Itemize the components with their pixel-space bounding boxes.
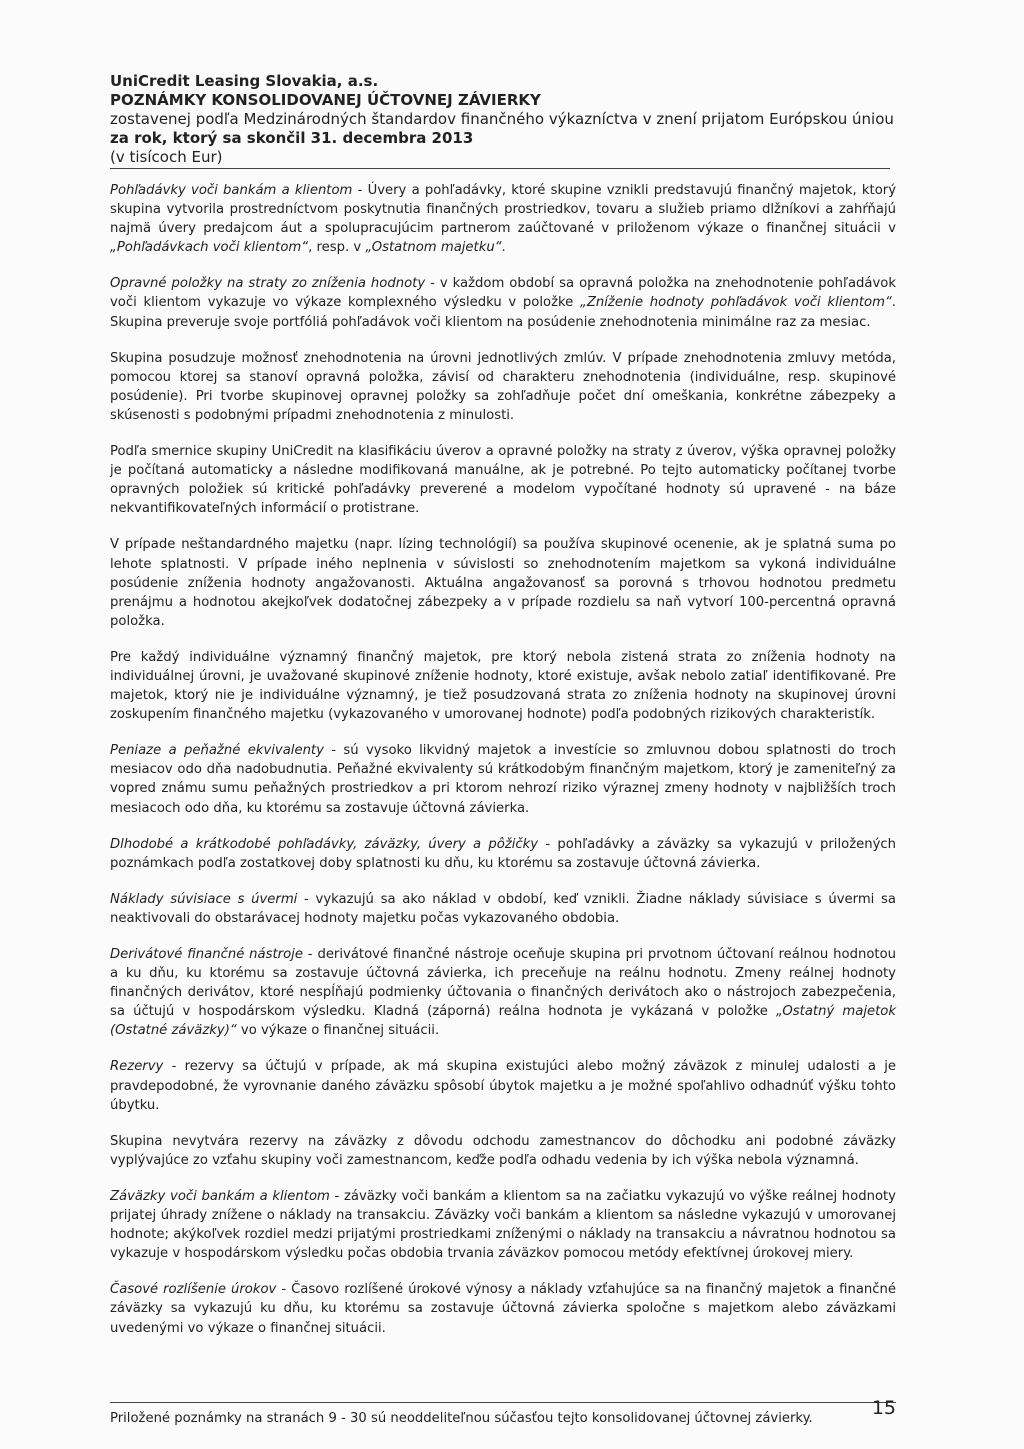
paragraph-lead: Náklady súvisiace s úvermi (110, 891, 298, 907)
paragraph-lead: Pohľadávky voči bankám a klientom (110, 183, 353, 198)
currency-unit: (v tisícoch Eur) (110, 148, 223, 166)
paragraph-lead: Dlhodobé a krátkodobé pohľadávky, záväzky, úvery a pôžičky (110, 836, 539, 852)
paragraph-borrowing-costs (110, 890, 896, 928)
paragraph-text: V prípade neštandardného majetku (napr. lízing technológií) sa používa skupinové ocenenie, ak je splatná suma po lehote splatnosti. V prípade iného neplnenia v súvislosti so znehodnotením majetkom sa vykoná individuálne posúdenie zníženia hodnoty angažovanosti. Aktuálna angažovanosť sa porovná s trhovou hodnotou predmetu prenájmu a hodnotou akejkoľvek dodatočnej zábezpeky a v prípade rozdielu sa naň vytvorí 100-percentná opravná položka. (110, 537, 896, 629)
paragraph-text: Skupina posudzuje možnosť znehodnotenia na úrovni jednotlivých zmlúv. V prípade znehodnotenia zmluvy metóda, pomocou ktorej sa stanoví opravná položka, závisí od charakteru znehodnotenia (individuálne, resp. skupinové posúdenie). Pri tvorbe skupinovej opravnej položky sa zohľadňuje počet dní omeškania, konkrétne zábezpeky a skúsenosti s podobnými prípadmi znehodnotenia z minulosti. (110, 350, 896, 423)
paragraph-lead: Derivátové finančné nástroje (110, 947, 303, 962)
paragraph-retirement-provisions (110, 1132, 896, 1170)
page-footer (110, 1397, 896, 1426)
paragraph-interest-accruals (110, 1280, 896, 1337)
paragraph-receivables (110, 181, 896, 257)
paragraph-collective-impairment (110, 648, 896, 724)
paragraph-quote: „Zníženie hodnoty pohľadávok voči klientom“ (580, 295, 892, 311)
company-name: UniCredit Leasing Slovakia, a.s. (110, 72, 379, 90)
paragraph-text: , resp. v (308, 240, 366, 256)
paragraph-derivatives (110, 945, 896, 1040)
paragraph-long-short-term (110, 835, 896, 873)
header-divider (110, 168, 890, 169)
prepared-basis: zostavenej podľa Medzinárodných štandardov finančného výkazníctva v znení prijatom Európskou úniou (110, 110, 894, 128)
paragraph-text: . Skupina preveruje svoje portfóliá pohľadávok voči klientom na posúdenie znehodnotenia minimálne raz za mesiac. (110, 295, 896, 330)
paragraph-lead: Opravné položky na straty zo zníženia hodnoty (110, 276, 426, 292)
paragraph-impairment-assessment (110, 349, 896, 425)
paragraph-text: - Úvery a pohľadávky, ktoré skupine vznikli predstavujú finančný majetok, ktorý skupina vytvorila prostredníctvom poskytnutia finančných prostriedkov, tovaru a služieb priamo dlžníkovi a zahŕňajú najmä úvery predajcom áut a spolupracujúcim partnerom zaúčtované v priloženom výkaze o finančnej situácii v (110, 183, 896, 237)
page-number: 15 (871, 1397, 896, 1419)
paragraph-text: - záväzky voči bankám a klientom sa na začiatku vykazujú vo výške reálnej hodnoty prijatej úhrady znížene o náklady na transakciu. Záväzky voči bankám a klientom sa následne vykazujú v umorovanej hodnote; akýkoľvek rozdiel medzi prijatými prostriedkami zníženými o náklady na transakciu a návratnou hodnotou sa vykazuje v hospodárskom výsledku počas obdobia trvania záväzkov pomocou metódy efektívnej úrokovej miery. (110, 1188, 896, 1262)
paragraph-text: - derivátové finančné nástroje oceňuje skupina pri prvotnom účtovaní reálnou hodnotou a ku dňu, ku ktorému sa zostavuje účtovná závierka, ich preceňuje na reálnu hodnotu. Zmeny reálnej hodnoty finančných derivátov, ktoré nespĺňajú podmienky účtovania o finančných derivátoch ako o nástrojoch zabezpečenia, sa účtujú v hospodárskom výsledku. Kladná (záporná) reálna hodnota je vykázaná v položke (110, 947, 896, 1020)
document-title: POZNÁMKY KONSOLIDOVANEJ ÚČTOVNEJ ZÁVIERKY (110, 91, 541, 109)
paragraph-text: - pohľadávky a záväzky sa vykazujú v priložených poznámkach podľa zostatkovej doby splatnosti ku dňu, ku ktorému sa zostavuje účtovná závierka. (110, 836, 896, 871)
paragraph-text: - sú vysoko likvidný majetok a investície so zmluvnou dobou splatnosti do troch mesiacov odo dňa nadobudnutia. Peňažné ekvivalenty sú krátkodobým finančným majetkom, ktorý je zameniteľný za vopred známu sumu peňažných prostriedkov a pri ktorom nehrozí riziko výraznej zmeny hodnoty v najbližších troch mesiacoch odo dňa, ku ktorému sa zostavuje účtovná závierka. (110, 743, 896, 816)
paragraph-quote: „Ostatnom majetku“ (365, 240, 502, 256)
paragraph-lead: Rezervy (110, 1059, 164, 1075)
paragraph-text: - vykazujú sa ako náklad v období, keď vznikli. Žiadne náklady súvisiace s úvermi sa neaktivovali do obstarávacej hodnoty majetku počas vykazovaného obdobia. (110, 891, 896, 926)
paragraph-text: - Časovo rozlíšené úrokové výnosy a náklady vzťahujúce sa na finančný majetok a finančné záväzky sa vykazujú ku dňu, ku ktorému sa zostavuje účtovná závierka spoločne s majetkom alebo záväzkami uvedenými vo výkaze o finančnej situácii. (110, 1282, 896, 1336)
paragraph-text: . (501, 240, 506, 256)
paragraph-text: - v každom období sa opravná položka na znehodnotenie pohľadávok voči klientom vykazuje vo výkaze komplexného výsledku v položke (110, 276, 896, 311)
paragraph-provisions (110, 1057, 896, 1114)
paragraph-lead: Časové rozlíšenie úrokov (110, 1282, 277, 1298)
paragraph-quote: „Ostatný majetok (Ostatné záväzky)“ (110, 1004, 896, 1039)
reporting-period: za rok, ktorý sa skončil 31. decembra 2013 (110, 129, 474, 147)
notes-body (110, 181, 896, 1355)
paragraph-text: Skupina nevytvára rezervy na záväzky z dôvodu odchodu zamestnancov do dôchodku ani podobné záväzky vyplývajúce zo vzťahu skupiny voči zamestnancom, keďže podľa odhadu vedenia by ich výška nebola významná. (110, 1133, 896, 1168)
page-header (110, 72, 894, 167)
paragraph-text: vo výkaze o finančnej situácii. (236, 1023, 440, 1039)
paragraph-text: Podľa smernice skupiny UniCredit na klasifikáciu úverov a opravné položky na straty z úverov, výška opravnej položky je počítaná automaticky a následne modifikovaná manuálne, ak je potrebné. Po tejto automaticky počítanej tvorbe opravných položiek sú kritické pohľadávky preverené a modelom vypočítané hodnoty sú upravené - na báze nekvantifikovateľných informácií o protistrane. (110, 444, 896, 517)
paragraph-nonstandard-assets (110, 535, 896, 630)
paragraph-text: Pre každý individuálne významný finančný majetok, pre ktorý nebola zistená strata zo zníženia hodnoty na individuálnej úrovni, je uvažované skupinové zníženie hodnoty, ktoré existuje, avšak nebolo zatiaľ identifikované. Pre majetok, ktorý nie je individuálne významný, je tiež posudzovaná strata zo zníženia hodnoty na skupinovej úrovni zoskupením finančného majetku (vykazovaného v umorovanej hodnote) podľa podobných rizikových charakteristík. (110, 649, 896, 723)
paragraph-cash-equivalents (110, 741, 896, 817)
paragraph-lead: Peniaze a peňažné ekvivalenty (110, 743, 324, 759)
paragraph-liabilities (110, 1187, 896, 1263)
paragraph-quote: „Pohľadávkach voči klientom“ (110, 240, 309, 256)
paragraph-impairment-allowances (110, 274, 896, 331)
paragraph-text: - rezervy sa účtujú v prípade, ak má skupina existujúci alebo možný záväzok z minulej udalosti a je pravdepodobné, že vyrovnanie daného záväzku spôsobí úbytok majetku a je možné spoľahlivo odhadnúť výšku tohto úbytku. (110, 1059, 896, 1113)
paragraph-lead: Záväzky voči bankám a klientom (110, 1188, 330, 1204)
paragraph-group-policy (110, 442, 896, 518)
footer-note: Priložené poznámky na stranách 9 - 30 sú neoddeliteľnou súčasťou tejto konsolidovanej účtovnej závierky. (110, 1411, 813, 1426)
